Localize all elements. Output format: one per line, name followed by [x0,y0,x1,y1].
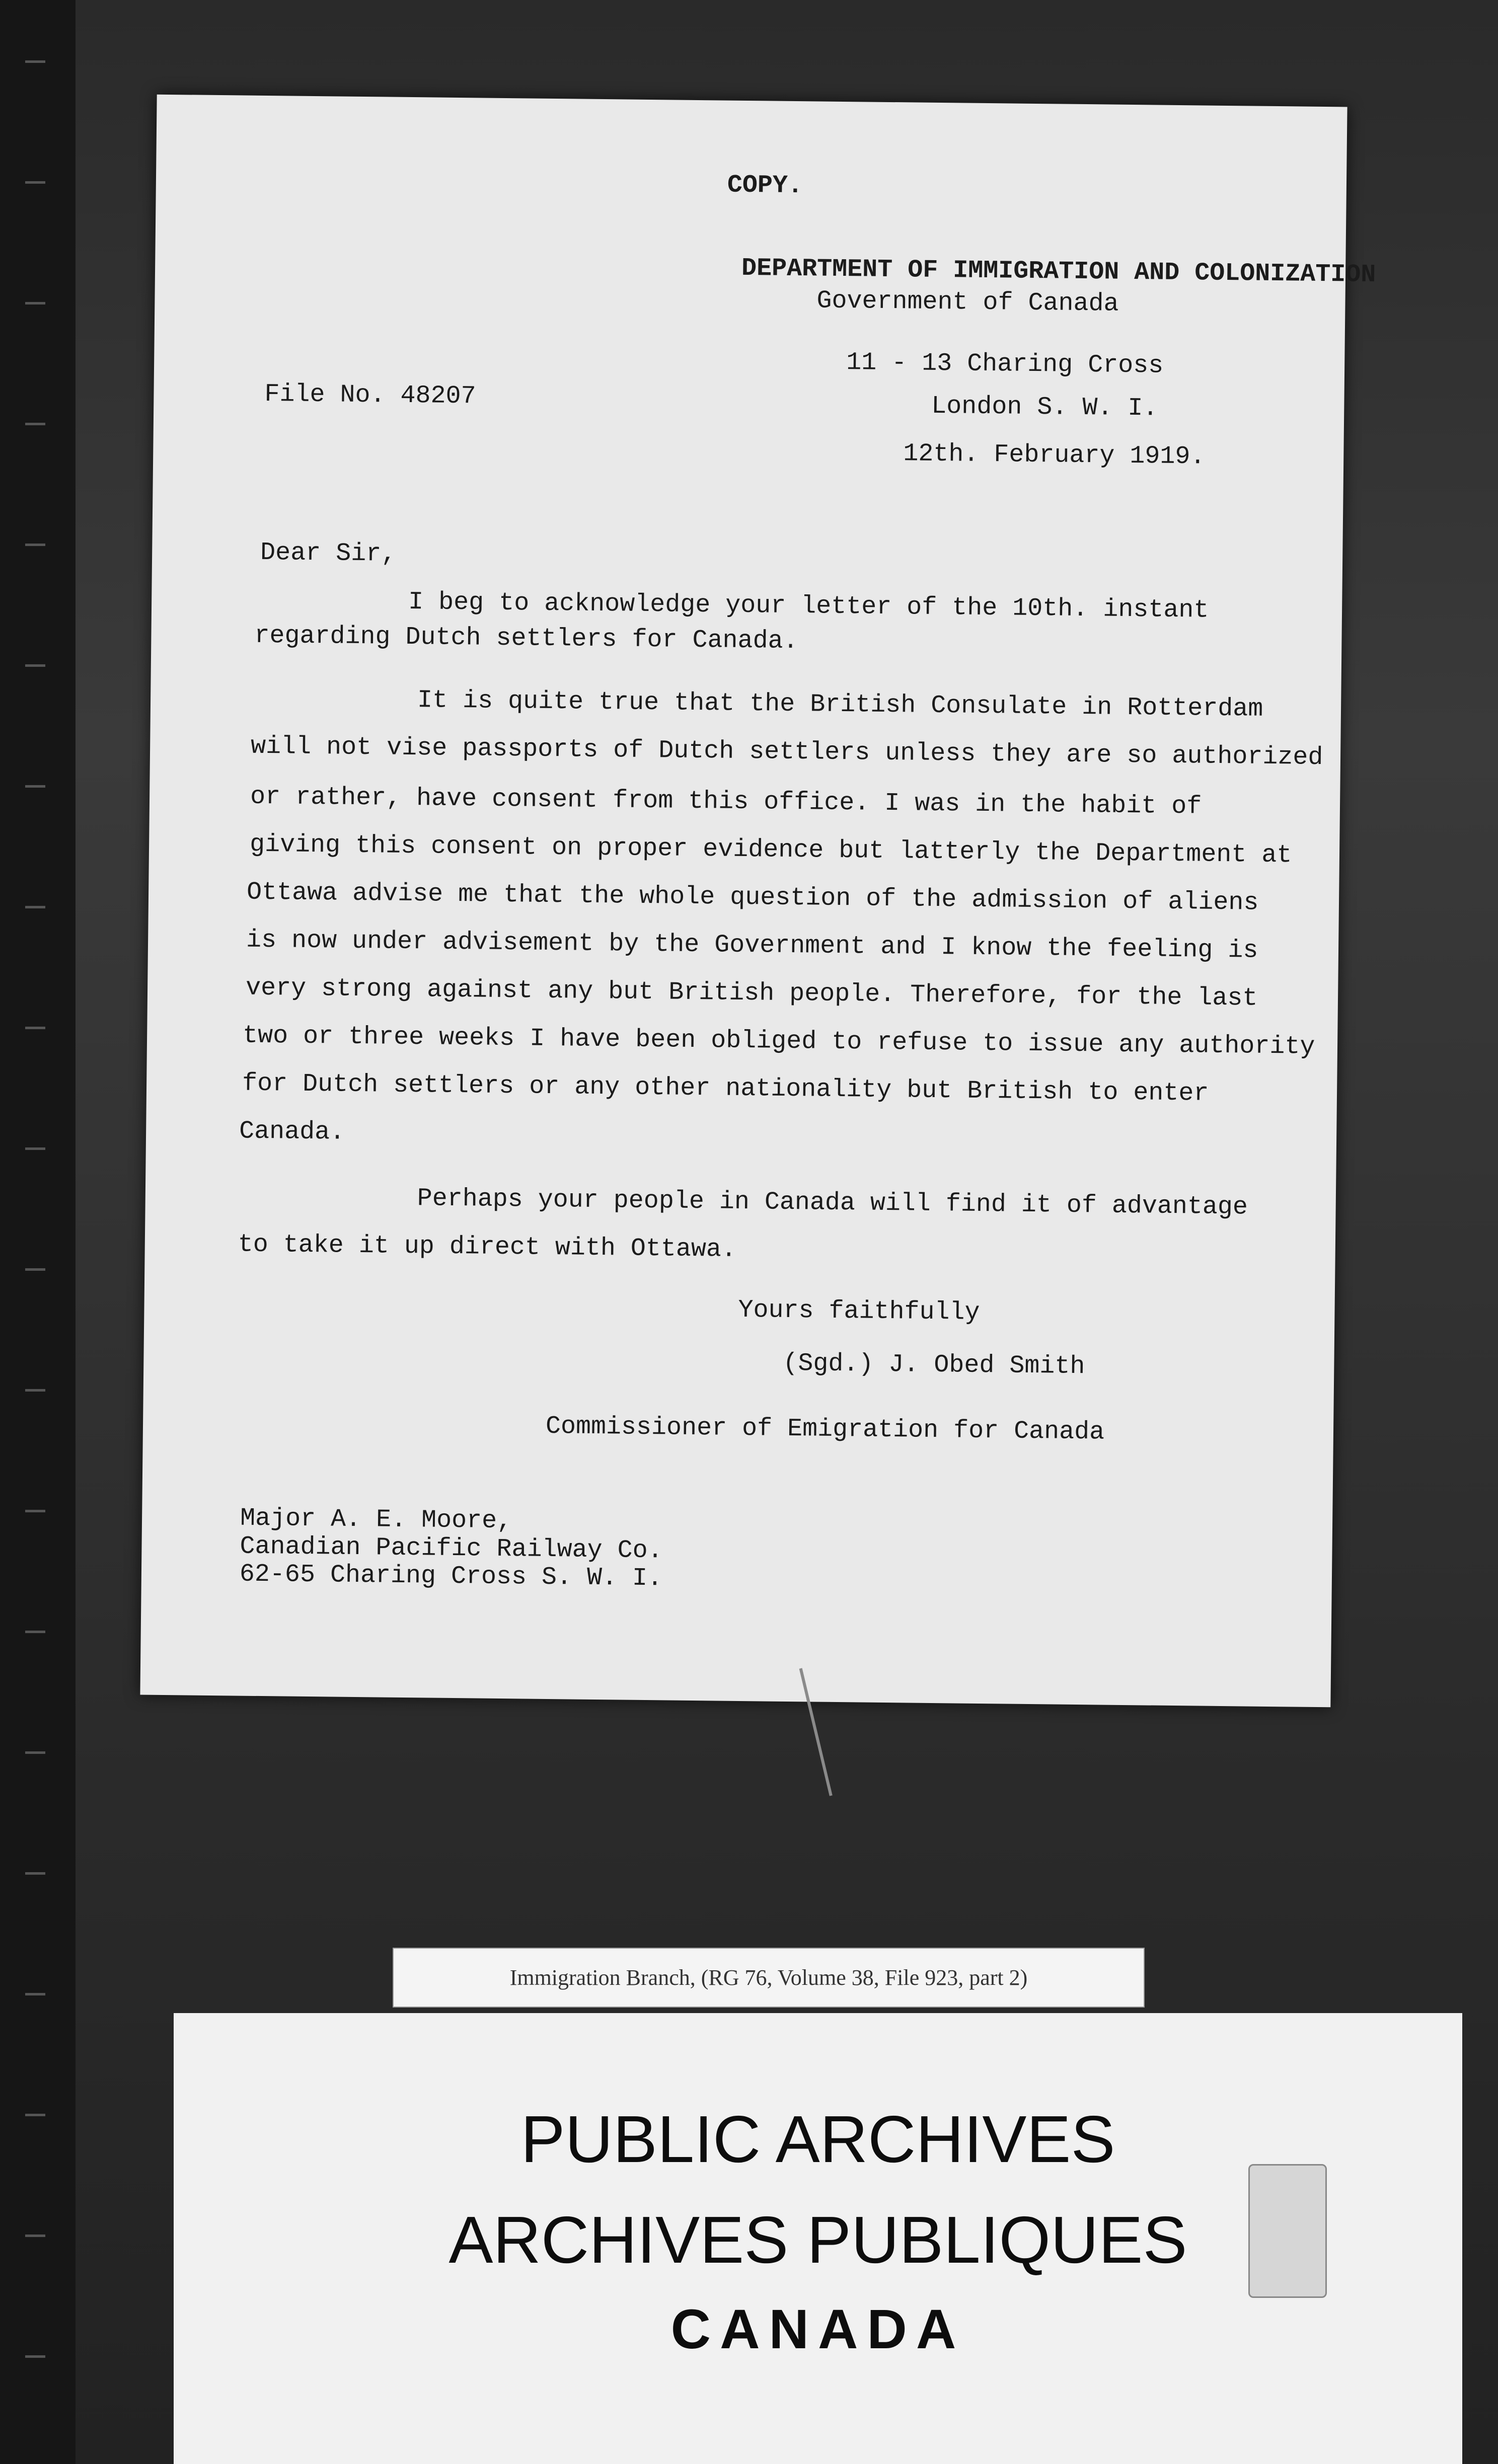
archive-reference-label: Immigration Branch, (RG 76, Volume 38, File 923, part 2) [393,1948,1145,2008]
film-tick [25,1631,45,1633]
film-tick [25,302,45,304]
film-tick [25,1510,45,1512]
archives-line-2: ARCHIVES PUBLIQUES [448,2203,1187,2277]
paragraph-2-line: Ottawa advise me that the whole question of the admission of aliens [246,878,1259,917]
paragraph-2-line: Canada. [239,1117,345,1147]
film-tick [25,1751,45,1754]
film-tick [25,664,45,667]
paragraph-2-line: for Dutch settlers or any other nationality but British to enter [242,1069,1209,1108]
film-edge [0,0,76,2464]
address-line-1: 11 - 13 Charing Cross [846,348,1164,380]
recipient-company: Canadian Pacific Railway Co. [240,1532,663,1566]
department-heading: DEPARTMENT OF IMMIGRATION AND COLONIZATION [741,254,1376,290]
paragraph-2-line: giving this consent on proper evidence but latterly the Department at [249,830,1292,870]
film-tick [25,544,45,546]
film-tick [25,423,45,425]
film-tick [25,181,45,184]
address-line-2: London S. W. I. [931,392,1158,423]
film-tick [25,2114,45,2116]
paragraph-3-line: to take it up direct with Ottawa. [238,1230,737,1264]
paragraph-2-line: It is quite true that the British Consulate in Rotterdam [417,686,1263,724]
film-tick [25,1993,45,1995]
government-subheading: Government of Canada [816,286,1119,319]
film-tick [25,2235,45,2237]
paragraph-2-line: is now under advisement by the Government and I know the feeling is [246,926,1258,965]
letter-date: 12th. February 1919. [903,439,1206,472]
salutation: Dear Sir, [260,538,397,569]
archives-line-1: PUBLIC ARCHIVES [520,2102,1115,2176]
paragraph-2-line: will not vise passports of Dutch settlers unless they are so authorized [250,732,1323,773]
film-tick [25,1027,45,1029]
signer-title: Commissioner of Emigration for Canada [545,1412,1105,1447]
paragraph-1-line: I beg to acknowledge your letter of the 10th. instant [408,587,1209,625]
copy-mark: COPY. [727,171,803,201]
film-tick [25,785,45,788]
film-tick [25,906,45,908]
paragraph-1-line: regarding Dutch settlers for Canada. [254,621,798,656]
film-tick [25,60,45,63]
film-tick [25,1147,45,1150]
paragraph-2-line: or rather, have consent from this office. I was in the habit of [250,782,1202,821]
recipient-address: 62-65 Charing Cross S. W. I. [239,1560,663,1593]
closing: Yours faithfully [738,1295,980,1327]
paragraph-2-line: two or three weeks I have been obliged to refuse to issue any authority [242,1021,1315,1061]
film-tick [25,1872,45,1875]
archives-line-3: CANADA [670,2298,965,2360]
paragraph-2-line: very strong against any but British people. Therefore, for the last [245,973,1258,1013]
signature: (Sgd.) J. Obed Smith [783,1349,1085,1381]
file-number: File No. 48207 [264,379,476,411]
letter-page [140,95,1376,1708]
paragraph-3-line: Perhaps your people in Canada will find it of advantage [417,1184,1248,1222]
recipient-name: Major A. E. Moore, [240,1504,512,1536]
film-tick [25,1389,45,1392]
film-tick [25,1268,45,1271]
film-tick [25,2355,45,2358]
